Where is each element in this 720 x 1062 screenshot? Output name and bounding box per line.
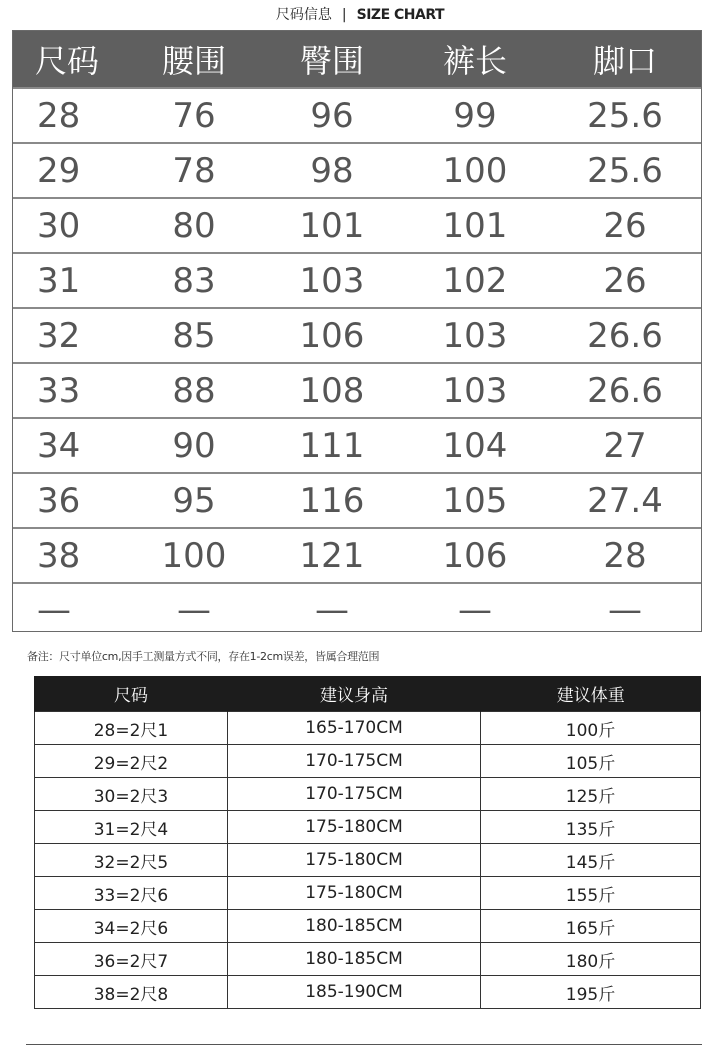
recommend-cell: 180-185CM <box>228 943 481 976</box>
recommend-cell: 185-190CM <box>228 976 481 1009</box>
size-cell: 100 <box>401 143 549 198</box>
title-cn: 尺码信息 <box>275 7 332 23</box>
size-cell: 96 <box>263 88 401 143</box>
size-cell: 25.6 <box>549 88 701 143</box>
recommend-table-row <box>35 943 701 976</box>
size-cell: 28 <box>13 88 125 143</box>
size-cell: 116 <box>263 473 401 528</box>
size-cell: 101 <box>263 198 401 253</box>
size-table <box>13 31 701 636</box>
size-cell: 27.4 <box>549 473 701 528</box>
size-cell: 78 <box>125 143 263 198</box>
size-cell: 105 <box>401 473 549 528</box>
recommend-cell: 33=2尺6 <box>35 877 228 910</box>
recommend-table-row <box>35 877 701 910</box>
size-cell: 26 <box>549 253 701 308</box>
size-cell: 80 <box>125 198 263 253</box>
recommend-cell: 29=2尺2 <box>35 745 228 778</box>
size-cell: 108 <box>263 363 401 418</box>
recommend-table-row <box>35 910 701 943</box>
size-table-row <box>13 473 701 528</box>
recommend-cell: 36=2尺7 <box>35 943 228 976</box>
recommend-cell: 32=2尺5 <box>35 844 228 877</box>
recommend-cell: 170-175CM <box>228 778 481 811</box>
recommend-table <box>34 676 701 1009</box>
recommend-cell: 180-185CM <box>228 910 481 943</box>
size-cell: 85 <box>125 308 263 363</box>
size-cell: 38 <box>13 528 125 583</box>
recommend-table-row <box>35 712 701 745</box>
size-cell: 103 <box>401 363 549 418</box>
size-cell: 121 <box>263 528 401 583</box>
size-cell: 29 <box>13 143 125 198</box>
chart-title <box>0 4 720 26</box>
size-cell: 31 <box>13 253 125 308</box>
recommend-cell: 195斤 <box>481 976 701 1009</box>
size-cell: 90 <box>125 418 263 473</box>
size-header-cell: 尺码 <box>13 31 125 88</box>
size-cell: 32 <box>13 308 125 363</box>
size-cell: 25.6 <box>549 143 701 198</box>
recommend-cell: 175-180CM <box>228 844 481 877</box>
size-header-cell: 腰围 <box>125 31 263 88</box>
recommend-cell: 170-175CM <box>228 745 481 778</box>
size-cell: 101 <box>401 198 549 253</box>
size-cell: 99 <box>401 88 549 143</box>
recommend-cell: 28=2尺1 <box>35 712 228 745</box>
size-cell: 106 <box>401 528 549 583</box>
bottom-divider <box>26 1044 702 1045</box>
size-cell: 26.6 <box>549 363 701 418</box>
recommend-cell: 145斤 <box>481 844 701 877</box>
title-en: SIZE CHART <box>356 7 445 23</box>
size-table-row <box>13 528 701 583</box>
size-cell: 83 <box>125 253 263 308</box>
recommend-table-row <box>35 745 701 778</box>
size-table-row <box>13 363 701 418</box>
size-cell: — <box>263 583 401 636</box>
size-cell: — <box>401 583 549 636</box>
recommend-cell: 175-180CM <box>228 877 481 910</box>
size-cell: 76 <box>125 88 263 143</box>
recommend-cell: 38=2尺8 <box>35 976 228 1009</box>
size-table-row <box>13 583 701 636</box>
size-table-header <box>13 31 701 88</box>
size-cell: — <box>125 583 263 636</box>
size-cell: 33 <box>13 363 125 418</box>
size-header-cell: 脚口 <box>549 31 701 88</box>
size-cell: 88 <box>125 363 263 418</box>
size-cell: 106 <box>263 308 401 363</box>
size-header-cell: 裤长 <box>401 31 549 88</box>
size-cell: 104 <box>401 418 549 473</box>
recommend-cell: 165斤 <box>481 910 701 943</box>
recommend-header-cell: 建议身高 <box>228 676 481 712</box>
recommend-cell: 135斤 <box>481 811 701 844</box>
size-cell: 30 <box>13 198 125 253</box>
size-cell: 34 <box>13 418 125 473</box>
recommend-header-cell: 尺码 <box>35 676 228 712</box>
recommend-cell: 31=2尺4 <box>35 811 228 844</box>
measurement-note: 备注：尺寸单位cm,因手工测量方式不同，存在1-2cm误差，皆属合理范围 <box>27 650 380 663</box>
recommend-cell: 100斤 <box>481 712 701 745</box>
size-header-cell: 臀围 <box>263 31 401 88</box>
size-table-row <box>13 198 701 253</box>
size-cell: 26 <box>549 198 701 253</box>
size-cell: 98 <box>263 143 401 198</box>
recommend-cell: 175-180CM <box>228 811 481 844</box>
size-cell: 100 <box>125 528 263 583</box>
recommend-cell: 180斤 <box>481 943 701 976</box>
size-cell: 28 <box>549 528 701 583</box>
recommend-cell: 105斤 <box>481 745 701 778</box>
recommend-cell: 125斤 <box>481 778 701 811</box>
size-cell: 36 <box>13 473 125 528</box>
size-cell: 27 <box>549 418 701 473</box>
recommend-cell: 165-170CM <box>228 712 481 745</box>
size-table-row <box>13 418 701 473</box>
size-cell: 103 <box>401 308 549 363</box>
recommend-header-cell: 建议体重 <box>481 676 701 712</box>
recommend-table-row <box>35 811 701 844</box>
recommend-cell: 30=2尺3 <box>35 778 228 811</box>
recommend-table-row <box>35 778 701 811</box>
size-table-row <box>13 308 701 363</box>
size-cell: 95 <box>125 473 263 528</box>
size-cell: 26.6 <box>549 308 701 363</box>
recommend-table-row <box>35 844 701 877</box>
recommend-cell: 34=2尺6 <box>35 910 228 943</box>
size-cell: 102 <box>401 253 549 308</box>
size-cell: 103 <box>263 253 401 308</box>
recommend-cell: 155斤 <box>481 877 701 910</box>
size-cell: — <box>549 583 701 636</box>
title-separator: | <box>341 7 347 23</box>
size-table-row <box>13 88 701 143</box>
recommend-table-row <box>35 976 701 1009</box>
size-cell: 111 <box>263 418 401 473</box>
size-table-row <box>13 253 701 308</box>
size-table-row <box>13 143 701 198</box>
size-cell: — <box>13 583 125 636</box>
recommend-table-header <box>35 676 701 712</box>
